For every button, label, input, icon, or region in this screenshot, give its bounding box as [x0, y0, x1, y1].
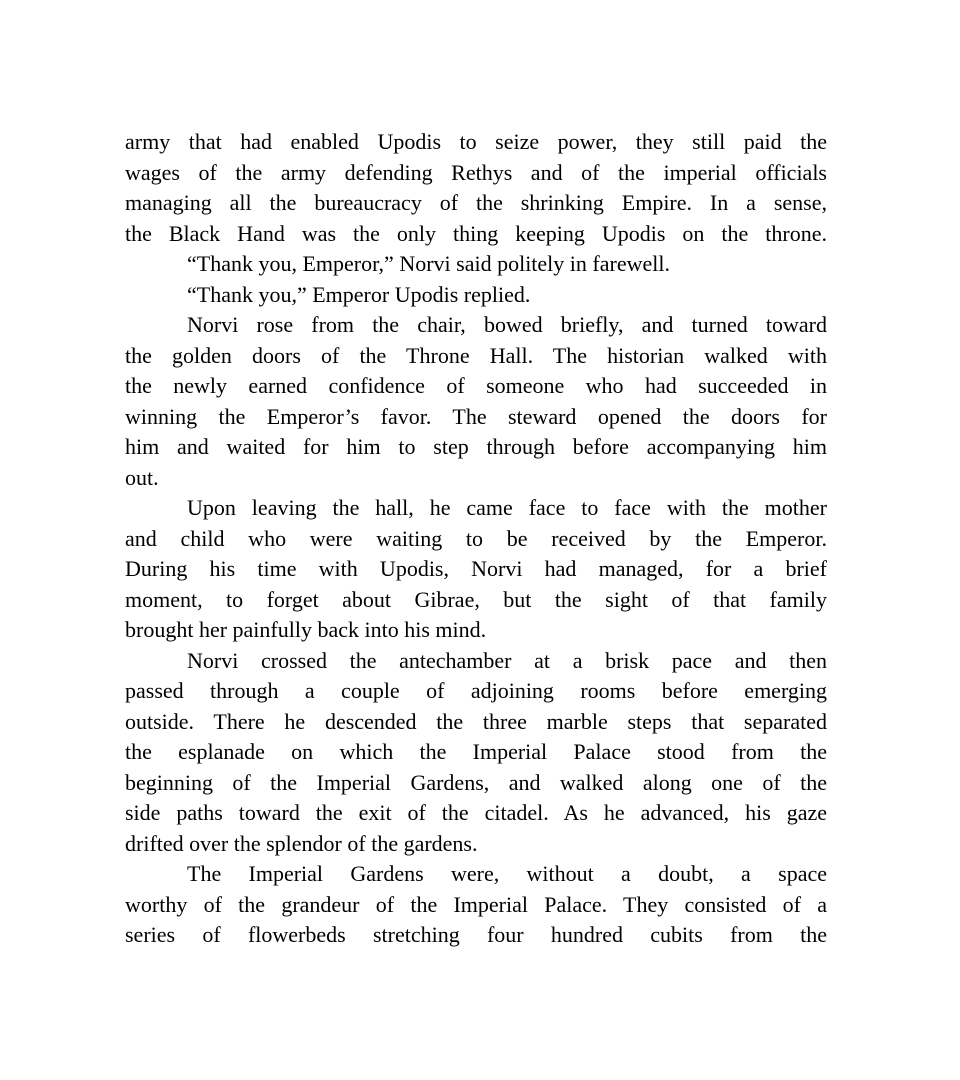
- text-line: the newly earned confidence of someone who had succeeded in: [125, 373, 827, 398]
- text-line: series of flowerbeds stretching four hundred cubits from the: [125, 922, 827, 947]
- text-line: brought her painfully back into his mind.: [125, 617, 487, 642]
- text-line: Upon leaving the hall, he came face to face with the mother: [187, 495, 827, 520]
- text-line: worthy of the grandeur of the Imperial Palace. They consisted of a: [125, 891, 827, 917]
- text-line: Norvi rose from the chair, bowed briefly, and turned toward: [187, 312, 827, 337]
- text-line: passed through a couple of adjoining rooms before emerging: [125, 678, 827, 703]
- text-line: side paths toward the exit of the citadel. As he advanced, his gaze: [125, 800, 827, 825]
- text-line: drifted over the splendor of the gardens.: [125, 830, 478, 856]
- text-line: Norvi crossed the antechamber at a brisk pace and then: [187, 647, 827, 673]
- page-text: [125, 127, 827, 951]
- text-line: moment, to forget about Gibrae, but the sight of that family: [125, 586, 827, 612]
- text-line: the Black Hand was the only thing keeping Upodis on the throne.: [125, 220, 827, 246]
- text-line: winning the Emperor’s favor. The steward opened the doors for: [125, 403, 827, 429]
- text-line: the esplanade on which the Imperial Palace stood from the: [125, 739, 827, 764]
- text-line: The Imperial Gardens were, without a doubt, a space: [187, 861, 827, 886]
- text-line: “Thank you,” Emperor Upodis replied.: [187, 281, 531, 307]
- text-line: him and waited for him to step through before accompanying him: [125, 434, 827, 459]
- text-line: outside. There he descended the three marble steps that separated: [125, 708, 827, 734]
- text-line: beginning of the Imperial Gardens, and walked along one of the: [125, 769, 827, 795]
- text-line: “Thank you, Emperor,” Norvi said politely in farewell.: [187, 251, 670, 276]
- text-line: and child who were waiting to be received by the Emperor.: [125, 525, 827, 551]
- text-line: the golden doors of the Throne Hall. The historian walked with: [125, 342, 827, 368]
- text-line: managing all the bureaucracy of the shrinking Empire. In a sense,: [125, 190, 827, 215]
- text-line: out.: [125, 464, 159, 490]
- text-line: wages of the army defending Rethys and of the imperial officials: [125, 159, 827, 185]
- text-line: army that had enabled Upodis to seize power, they still paid the: [125, 129, 827, 154]
- text-line: During his time with Upodis, Norvi had managed, for a brief: [125, 556, 827, 581]
